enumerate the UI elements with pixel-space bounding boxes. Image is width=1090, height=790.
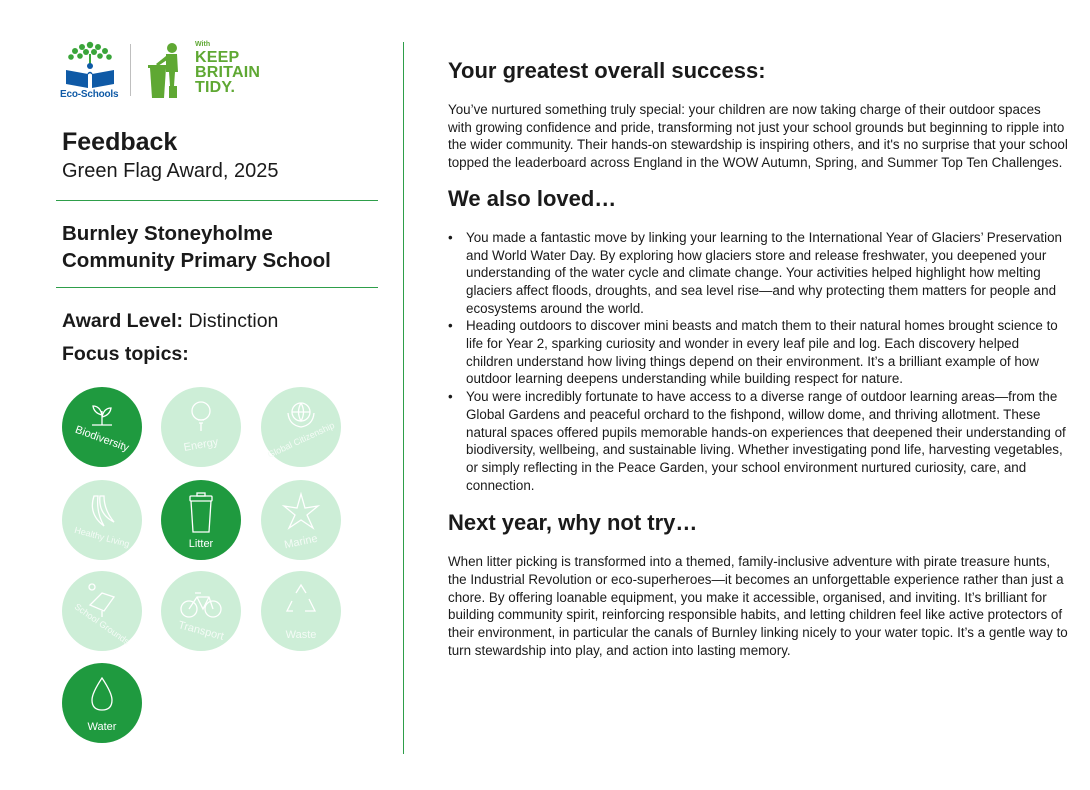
left-panel <box>0 0 400 790</box>
award-level <box>62 310 278 333</box>
topic-label: Transport <box>176 619 226 643</box>
topic-label: Marine <box>283 532 319 552</box>
school-name-line: Community Primary School <box>62 249 331 272</box>
success-text: You’ve nurtured something truly special: your children are now taking charge of their outdoor spaces with growing confidence and pride, transforming not just your school grounds but beginning to ripple into the wider community. Their hands-on stewardship is inspiring others, and it's no surprise that your school topped the leaderboard across England in the WOW Autumn, Spring, and Summer Top Ten Challenges. <box>448 102 1068 171</box>
kbt-with-label: With <box>195 41 211 48</box>
success-heading: Your greatest overall success: <box>448 58 766 83</box>
topic-global-citizenship <box>261 387 341 467</box>
topic-label: Energy <box>182 436 220 454</box>
kbt-line: TIDY. <box>195 79 236 96</box>
school-name-line: Burnley Stoneyholme <box>62 222 273 245</box>
focus-topics-title: Focus topics: <box>62 343 189 365</box>
logo-strip <box>62 40 292 104</box>
tidyman-logo-icon <box>144 42 190 100</box>
next-text: When litter picking is transformed into a themed, family-inclusive adventure with pirate treasure hunts, the Industrial Revolution or eco-superheroes—it becomes an unforgettable experience rather than just a chore. By offering loanable equipment, you make it accessible, organised, and inviting. It’s brilliant for building community spirit, reinforcing responsible habits, and letting children feel like active protectors of their environment, in particular the canals of Burnley linking nicely to your water topic. It’s a gentle way to turn stewardship into play, and action into lasting memory. <box>448 554 1068 658</box>
award-level-label: Award Level: <box>62 310 184 332</box>
loved-list <box>448 229 1068 495</box>
topic-label: Global Citizenship <box>266 420 336 460</box>
section-divider <box>56 200 378 201</box>
list-item: • You were incredibly fortunate to have access to a diverse range of outdoor learning areas—from the Global Gardens and peaceful orchard to the fishpond, willow dome, and thriving allotment. These natural spaces offered pupils memorable hands-on experiences that deepened their understanding of biodiversity, wellbeing, and sustainable living. Whether investigating pond life, harvesting vegetables, or simply reflecting in the Peace Garden, your school environment nurtured curiosity, care, and connection. <box>448 388 1068 494</box>
logo-separator <box>130 44 131 96</box>
topic-litter <box>161 480 241 560</box>
kbt-line: KEEP <box>195 49 240 66</box>
topic-label: Waste <box>285 629 317 641</box>
section-divider <box>56 287 378 288</box>
topic-healthy-living <box>62 480 142 560</box>
topic-water <box>62 663 142 743</box>
kbt-line: BRITAIN <box>195 64 261 81</box>
loved-heading: We also loved… <box>448 185 617 211</box>
award-level-value: Distinction <box>188 310 279 332</box>
topic-label: Litter <box>188 538 214 550</box>
column-divider <box>403 42 404 754</box>
topic-label: Water <box>87 721 117 733</box>
eco-schools-wordmark: Eco-Schools <box>60 89 119 100</box>
topic-label: Healthy Living <box>73 524 131 550</box>
keep-britain-tidy-wordmark <box>195 50 260 95</box>
feedback-content <box>448 58 1068 660</box>
topic-school-grounds <box>62 571 142 651</box>
list-item: • You made a fantastic move by linking your learning to the International Year of Glaciers’ Preservation and World Water Day. By exploring how glaciers store and release freshwater, you deepened your understanding of the water cycle and climate change. Your activities helped highlight how melting glaciers affect floods, droughts, and sea level rise—and why protecting them matters for people and ecosystems around the world. <box>448 229 1068 318</box>
topic-label: School Grounds <box>72 601 132 647</box>
list-item: • Heading outdoors to discover mini beasts and match them to their natural homes brought science to life for Year 2, sparking curiosity and wonder in every leaf pile and log. Each discovery helped children understand how living things depend on their environment. It’s a brilliant example of how outdoor learning deepens understanding while building respect for nature. <box>448 317 1068 388</box>
school-name <box>62 220 392 274</box>
topic-waste <box>261 571 341 651</box>
topic-transport <box>161 571 241 651</box>
topic-marine <box>261 480 341 560</box>
topic-label: Biodiversity <box>73 423 131 455</box>
feedback-title: Feedback <box>62 128 178 156</box>
feedback-subtitle: Green Flag Award, 2025 <box>62 160 279 182</box>
next-heading: Next year, why not try… <box>448 510 698 536</box>
topic-energy <box>161 387 241 467</box>
topic-biodiversity <box>62 387 142 467</box>
